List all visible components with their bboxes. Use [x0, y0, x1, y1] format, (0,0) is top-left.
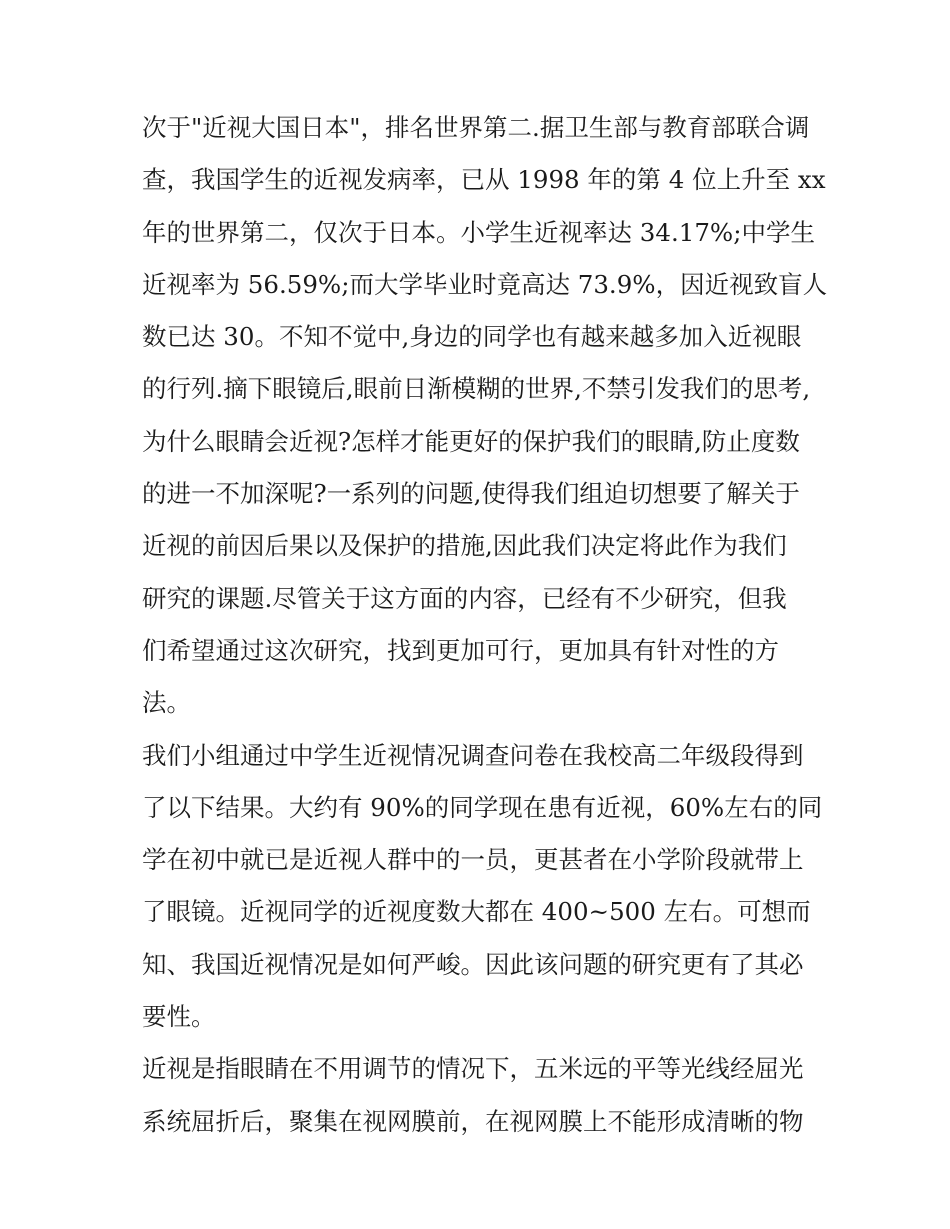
- text-line: 们希望通过这次研究，找到更加可行，更加具有针对性的方: [142, 635, 779, 665]
- text-line: 数已达 30。不知不觉中,身边的同学也有越来越多加入近视眼: [142, 322, 802, 352]
- text-line: 了眼镜。近视同学的近视度数大都在 400~500 左右。可想而: [142, 897, 811, 927]
- text-line: 我们小组通过中学生近视情况调查问卷在我校高二年级段得到: [142, 740, 804, 770]
- text-line: 研究的课题.尽管关于这方面的内容，已经有不少研究，但我: [142, 583, 787, 613]
- text-line: 的进一不加深呢?一系列的问题,使得我们组迫切想要了解关于: [142, 479, 800, 509]
- text-line: 近视是指眼睛在不用调节的情况下，五米远的平等光线经屈光: [142, 1054, 804, 1084]
- text-line: 查，我国学生的近视发病率，已从 1998 年的第 4 位上升至 xx: [142, 165, 826, 195]
- text-line: 近视的前因后果以及保护的措施,因此我们决定将此作为我们: [142, 531, 787, 561]
- paragraph-myopia-definition: [142, 1043, 822, 1148]
- text-line: 知、我国近视情况是如何严峻。因此该问题的研究更有了其必: [142, 949, 804, 979]
- text-line: 近视率为 56.59%;而大学毕业时竟高达 73.9%，因近视致盲人: [142, 269, 828, 299]
- paragraph-myopia-background: [142, 102, 828, 730]
- paragraph-survey-results: [142, 730, 822, 1044]
- text-line: 法。: [142, 688, 191, 718]
- document-body: [142, 102, 828, 1148]
- text-line: 年的世界第二，仅次于日本。小学生近视率达 34.17%;中学生: [142, 217, 815, 247]
- text-line: 要性。: [142, 1002, 216, 1032]
- text-line: 了以下结果。大约有 90%的同学现在患有近视，60%左右的同: [142, 792, 823, 822]
- text-line: 系统屈折后，聚集在视网膜前，在视网膜上不能形成清晰的物: [142, 1106, 804, 1136]
- text-line: 为什么眼睛会近视?怎样才能更好的保护我们的眼睛,防止度数: [142, 426, 800, 456]
- text-line: 的行列.摘下眼镜后,眼前日渐模糊的世界,不禁引发我们的思考,: [142, 374, 811, 404]
- text-line: 学在初中就已是近视人群中的一员，更甚者在小学阶段就带上: [142, 845, 804, 875]
- text-line: 次于"近视大国日本"，排名世界第二.据卫生部与教育部联合调: [142, 113, 810, 142]
